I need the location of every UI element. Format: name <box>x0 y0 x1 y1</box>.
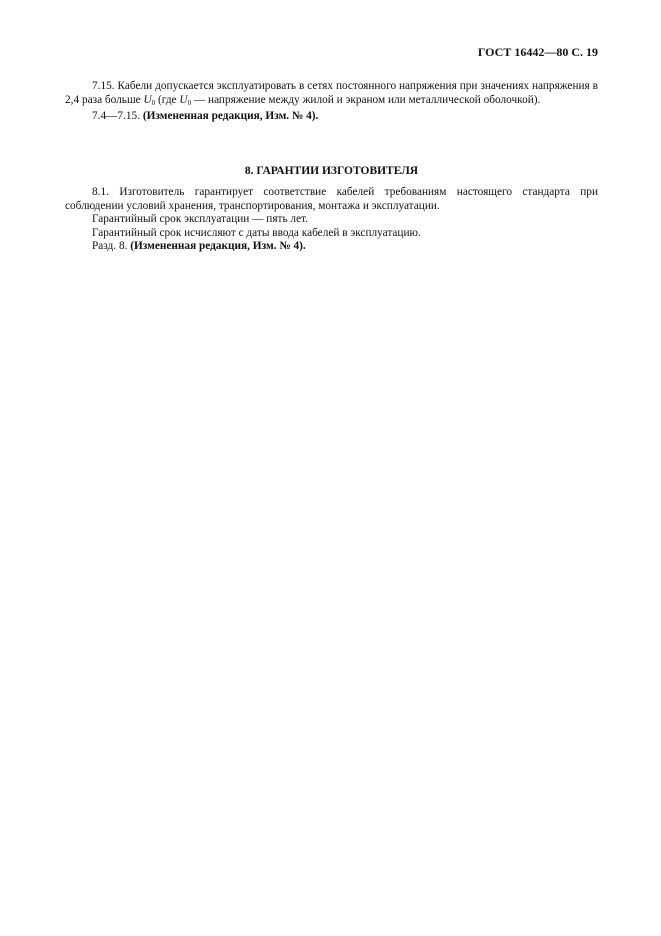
paragraph-warranty-start: Гарантийный срок исчисляют с даты ввода кабелей в эксплуатацию. <box>92 226 421 239</box>
symbol-u: U <box>179 93 188 106</box>
page-header: ГОСТ 16442—80 С. 19 <box>477 45 598 59</box>
symbol-u: U <box>143 93 152 106</box>
amendment-note-8 <box>65 240 598 254</box>
text: (где <box>155 93 180 106</box>
section-heading: 8. ГАРАНТИИ ИЗГОТОВИТЕЛЯ <box>244 165 419 177</box>
section-8-text <box>65 186 598 254</box>
paragraph-warranty-term: Гарантийный срок эксплуатации — пять лет. <box>92 213 308 226</box>
section-7-text <box>65 80 598 124</box>
subscript: 0 <box>151 98 156 107</box>
text: 7.4—7.15. <box>92 110 143 123</box>
amendment-bold: (Измененная редакция, Изм. № 4). <box>142 110 319 123</box>
text: Разд. 8. <box>92 240 131 253</box>
paragraph-7-15 <box>65 80 598 110</box>
amendment-note-7 <box>65 110 598 124</box>
text: 7.15. Кабели допускается эксплуатировать в сетях постоянного напряжения при значениях напряжения в 2,4 раза больше <box>65 80 598 106</box>
paragraph-8-1: 8.1. Изготовитель гарантирует соответствие кабелей требованиям настоящего стандарта при соблюдении условий хранения, транспортирования, монтажа и эксплуатации. <box>65 186 598 212</box>
amendment-bold: (Измененная редакция, Изм. № 4). <box>130 240 306 253</box>
subscript: 0 <box>187 98 192 107</box>
text: — напряжение между жилой и экраном или металлической оболочкой). <box>191 93 541 106</box>
